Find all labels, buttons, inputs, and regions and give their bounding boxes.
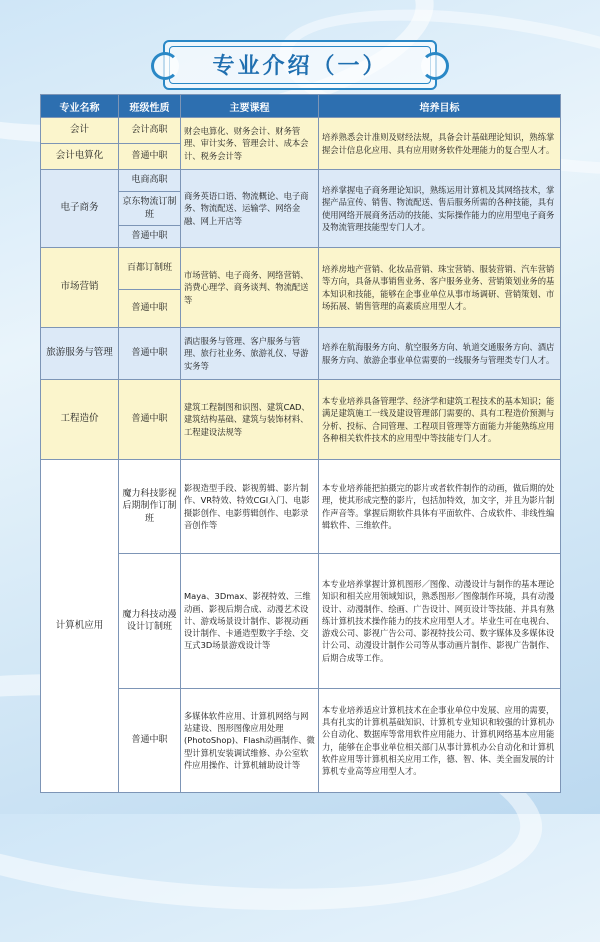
header-major: 专业名称	[41, 95, 119, 118]
main-courses: Maya、3Dmax、影视特效、三维动画、影视后期合成、动漫艺术设计、游戏场景设计制作、影视动画设计制作、卡通造型数字手绘、交互式3D场景游戏设计等	[181, 554, 319, 689]
table-row	[41, 118, 561, 144]
class-level: 普通中职	[119, 380, 181, 460]
class-level: 普通中职	[119, 689, 181, 793]
table-row	[41, 554, 561, 689]
table-header-row	[41, 95, 561, 118]
major-name: 工程造价	[41, 380, 119, 460]
main-courses: 商务英语口语、物流概论、电子商务、物流配送、运输学、网络金融、网上开店等	[181, 170, 319, 248]
class-level: 普通中职	[119, 144, 181, 170]
class-level: 百都订制班	[119, 248, 181, 290]
major-name: 旅游服务与管理	[41, 328, 119, 380]
training-goals: 本专业培养具备管理学、经济学和建筑工程技术的基本知识；能满足建筑施工一线及建设管理部门需要的、具有工程造价预测与分析、投标、合同管理、工程项目管理等方面能力并能熟练应用各种相关软件技术的应用型中等技能专门人才。	[319, 380, 561, 460]
class-level: 普通中职	[119, 226, 181, 248]
table-row	[41, 380, 561, 460]
page-title: 专业介绍（一）	[212, 53, 388, 79]
training-goals: 培养房地产营销、化妆品营销、珠宝营销、服装营销、汽车营销等方向，具备从事销售业务、客户服务业务、营销策划业务的基本知识和技能，能够在企事业单位从事市场调研、营销策划、市场拓展、销售管理的高素质应用型人才。	[319, 248, 561, 328]
main-courses: 财会电算化、财务会计、财务管理、审计实务、管理会计、成本会计、税务会计等	[181, 118, 319, 170]
table-row	[41, 460, 561, 554]
training-goals: 培养熟悉会计准则及财经法规，具备会计基础理论知识，熟练掌握会计信息化应用、具有应用财务软件处理能力的复合型人才。	[319, 118, 561, 170]
class-level: 电商高职	[119, 170, 181, 192]
table-row	[41, 328, 561, 380]
header-level: 班级性质	[119, 95, 181, 118]
class-level: 魔力科技动漫设计订制班	[119, 554, 181, 689]
training-goals: 本专业培养掌握计算机图形／图像、动漫设计与制作的基本理论知识和相关应用领域知识，熟悉图形／图像制作环境，具有动漫设计、动漫制作、绘画、广告设计、网页设计等技能、并具有熟练计算机技术操作能力的技术应用型人才。毕业生可在电视台、游戏公司、影视广告公司、影视特技公司、数字媒体及多媒体设计公司、动漫设计制作公司等从事动画片制作、影视广告制作、后期合成等工作。	[319, 554, 561, 689]
main-courses: 影视造型手段、影视剪辑、影片制作、VR特效、特效CGI入门、电影摄影创作、电影剪辑创作、电影录音创作等	[181, 460, 319, 554]
main-courses: 多媒体软件应用、计算机网络与网站建设、图形图像应用处理(PhotoShop)、Flash动画制作、微型计算机安装调试维修、办公室软件应用操作、计算机辅助设计等	[181, 689, 319, 793]
table-row	[41, 689, 561, 793]
class-level: 会计高职	[119, 118, 181, 144]
class-level: 普通中职	[119, 328, 181, 380]
training-goals: 本专业培养适应计算机技术在企事业单位中发展、应用的需要，具有扎实的计算机基础知识、计算机专业知识和较强的计算机办公自动化、数据库等常用软件应用能力、计算机网络基本应用能力，能够在企事业单位相关部门从事计算机办公自动化和计算机软件应用等计算机相关应用工作，德、智、体、美全面发展的计算机专业高等应用型人才。	[319, 689, 561, 793]
main-courses: 市场营销、电子商务、网络营销、消费心理学、商务谈判、物流配送等	[181, 248, 319, 328]
header-courses: 主要课程	[181, 95, 319, 118]
training-goals: 培养掌握电子商务理论知识，熟练运用计算机及其网络技术，掌握产品宣传、销售、物流配送、售后服务所需的各种技能，具有使用网络开展商务活动的技能、实际操作能力的应用型电子商务及物流管理技能型专门人才。	[319, 170, 561, 248]
table-row	[41, 170, 561, 192]
main-courses: 建筑工程制图和识图、建筑CAD、建筑结构基础、建筑与装饰材料、工程建设法规等	[181, 380, 319, 460]
major-name: 电子商务	[41, 170, 119, 248]
class-level: 普通中职	[119, 290, 181, 328]
main-courses: 酒店服务与管理、客户服务与管理、旅行社业务、旅游礼仪、导游实务等	[181, 328, 319, 380]
major-name: 市场营销	[41, 248, 119, 328]
class-level: 京东物流订制班	[119, 192, 181, 226]
table-row	[41, 248, 561, 290]
header-goals: 培养目标	[319, 95, 561, 118]
major-name: 会计	[41, 118, 119, 144]
training-goals: 本专业培养能把拍摄完的影片或者软件制作的动画，做后期的处理，使其形成完整的影片，包括加特效，加文字，并且为影片制作声音等。掌握后期软件具体有平面软件、合成软件、非线性编辑软件、三维软件。	[319, 460, 561, 554]
major-table	[40, 94, 561, 793]
title-banner	[163, 40, 437, 90]
class-level: 魔力科技影视后期制作订制班	[119, 460, 181, 554]
major-name: 会计电算化	[41, 144, 119, 170]
major-name: 计算机应用	[41, 460, 119, 793]
training-goals: 培养在航海服务方向、航空服务方向、轨道交通服务方向、酒店服务方向、旅游企事业单位需要的一线服务与管理类专门人才。	[319, 328, 561, 380]
